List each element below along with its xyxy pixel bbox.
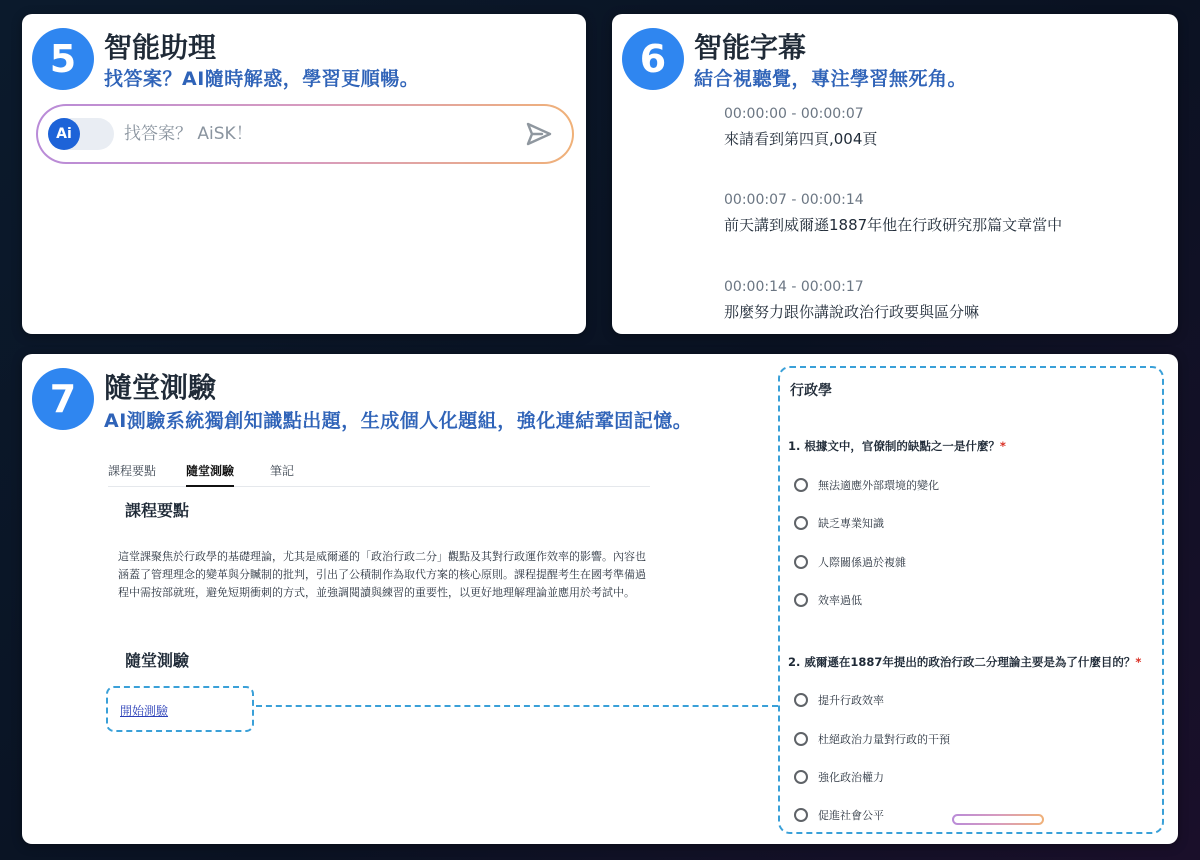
subtitle-cue[interactable] [724, 106, 877, 149]
feature-number-badge: 6 [622, 28, 684, 90]
answer-option[interactable] [794, 591, 862, 609]
answer-option[interactable] [794, 730, 950, 748]
cue-text: 來請看到第四頁,004頁 [724, 130, 878, 148]
assistant-subtitle: 找答案？AI隨時解惑，學習更順暢。 [104, 68, 420, 90]
question-2 [788, 654, 1141, 670]
subtitles-subtitle: 結合視聽覺，專注學習無死角。 [694, 68, 968, 90]
subtitles-card [612, 14, 1178, 334]
question-text: 2. 威爾遜在1887年提出的政治行政二分理論主要是為了什麼目的？ [788, 655, 1136, 669]
quiz-feature-subtitle: AI測驗系統獨創知識點出題，生成個人化題組，強化連結鞏固記憶。 [104, 410, 693, 432]
cue-text: 前天講到威爾遜1887年他在行政研究那篇文章當中 [724, 216, 1063, 234]
required-mark: * [1135, 655, 1142, 669]
start-quiz-link[interactable]: 開始測驗 [120, 704, 169, 718]
assistant-title: 智能助理 [104, 31, 217, 64]
radio-button[interactable] [794, 516, 808, 530]
radio-button[interactable] [794, 555, 808, 569]
option-label: 無法適應外部環境的變化 [818, 479, 939, 492]
tab-notes[interactable]: 筆記 [270, 464, 295, 478]
quiz-panel [778, 366, 1164, 834]
quiz-feature-title: 隨堂測驗 [104, 371, 217, 404]
cue-timestamp: 00:00:00 - 00:00:07 [724, 106, 864, 122]
option-label: 杜絕政治力量對行政的干預 [818, 733, 950, 746]
answer-option[interactable] [794, 476, 939, 494]
answer-option[interactable] [794, 768, 884, 786]
subtitles-title: 智能字幕 [694, 31, 807, 64]
cue-text: 那麼努力跟你講說政治行政要與區分嘛 [724, 303, 980, 321]
lesson-tabs [108, 462, 650, 487]
start-quiz-highlight [106, 686, 254, 732]
ask-ai-search-box[interactable] [36, 104, 574, 164]
option-label: 效率過低 [818, 594, 862, 607]
option-label: 提升行政效率 [818, 694, 884, 707]
radio-button[interactable] [794, 732, 808, 746]
assistant-card [22, 14, 586, 334]
required-mark: * [999, 439, 1006, 453]
option-label: 人際關係過於複雜 [818, 556, 906, 569]
tab-quiz[interactable]: 隨堂測驗 [186, 462, 234, 487]
answer-option[interactable] [794, 514, 884, 532]
question-1 [788, 438, 1006, 454]
answer-option[interactable] [794, 806, 884, 824]
quiz-feature-card [22, 354, 1178, 844]
summary-heading: 課程要點 [125, 501, 190, 520]
feature-number-badge: 7 [32, 368, 94, 430]
summary-text: 這堂課聚焦於行政學的基礎理論，尤其是威爾遜的「政治行政二分」觀點及其對行政運作效率的影響。內容也涵蓋了管理理念的變革與分贓制的批判，引出了公積制作為取代方案的核心原則。課程提醒考生在國考準備過程中需按部就班，避免短期衝刺的方式，並強調閱讀與練習的重要性，以更好地理解理論並應用於考試中。 [118, 550, 646, 599]
radio-button[interactable] [794, 478, 808, 492]
ai-badge-icon: Ai [48, 118, 80, 150]
quiz-heading: 隨堂測驗 [125, 651, 190, 670]
answer-option[interactable] [794, 691, 884, 709]
dashed-connector [256, 705, 778, 707]
subtitle-cue[interactable] [724, 192, 1062, 235]
scroll-indicator[interactable] [952, 814, 1044, 825]
ai-toggle[interactable] [48, 118, 114, 150]
send-icon[interactable] [526, 122, 552, 146]
answer-option[interactable] [794, 553, 906, 571]
subtitle-cue[interactable] [724, 279, 979, 322]
option-label: 缺乏專業知識 [818, 517, 884, 530]
quiz-panel-title: 行政學 [790, 383, 832, 399]
tab-course-points[interactable]: 課程要點 [108, 464, 157, 478]
cue-timestamp: 00:00:07 - 00:00:14 [724, 192, 864, 208]
radio-button[interactable] [794, 808, 808, 822]
option-label: 促進社會公平 [818, 809, 884, 822]
question-text: 1. 根據文中，官僚制的缺點之一是什麼？ [788, 439, 1000, 453]
option-label: 強化政治權力 [818, 771, 884, 784]
feature-number-badge: 5 [32, 28, 94, 90]
cue-timestamp: 00:00:14 - 00:00:17 [724, 279, 864, 295]
ask-ai-input[interactable] [124, 120, 504, 148]
radio-button[interactable] [794, 770, 808, 784]
radio-button[interactable] [794, 593, 808, 607]
radio-button[interactable] [794, 693, 808, 707]
